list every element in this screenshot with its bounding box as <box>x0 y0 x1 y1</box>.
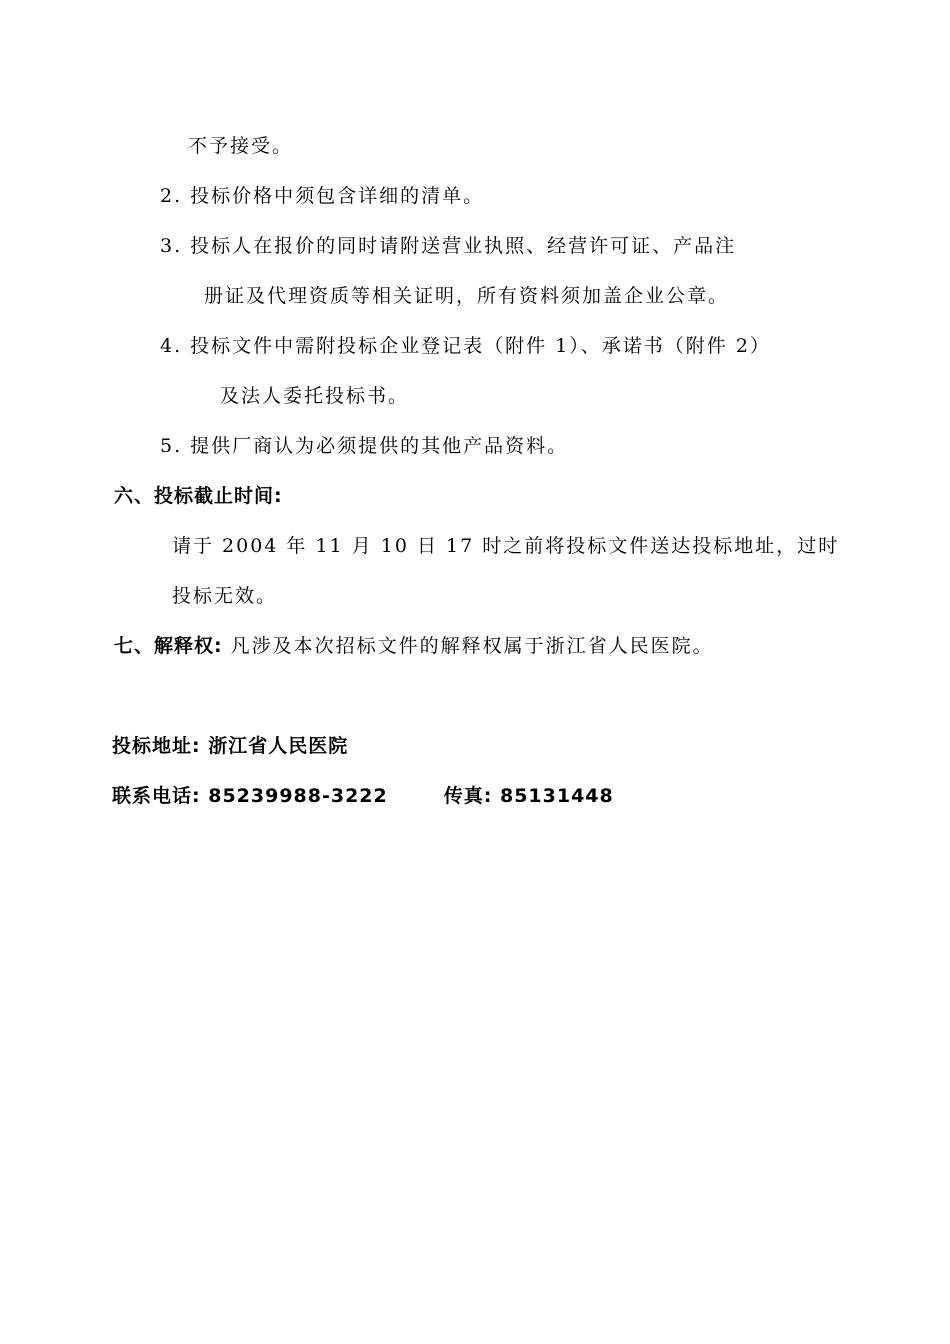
section-6-body-line-1: 请于 2004 年 11 月 10 日 17 时之前将投标文件送达投标地址，过时 <box>172 535 840 557</box>
section-7-label: 七、解释权: <box>114 635 223 657</box>
address-label: 投标地址: <box>112 735 201 757</box>
fax-value: 85131448 <box>492 785 614 807</box>
requirement-item-3-line-2: 册证及代理资质等相关证明，所有资料须加盖企业公章。 <box>204 285 730 307</box>
requirement-item-3-line-1: 3. 投标人在报价的同时请附送营业执照、经营许可证、产品注 <box>160 235 737 257</box>
phone-value: 85239988-3222 <box>200 785 388 807</box>
requirement-item-2: 2. 投标价格中须包含详细的清单。 <box>160 185 485 207</box>
contact-line <box>112 784 614 808</box>
section-7 <box>114 634 714 658</box>
address-line <box>112 734 348 758</box>
address-value: 浙江省人民医院 <box>200 735 349 757</box>
phone-label: 联系电话: <box>112 785 201 807</box>
requirement-item-4-line-2: 及法人委托投标书。 <box>220 385 410 407</box>
requirement-item-5: 5. 提供厂商认为必须提供的其他产品资料。 <box>160 435 569 457</box>
requirement-item-4-line-1: 4. 投标文件中需附投标企业登记表（附件 1）、承诺书（附件 2） <box>160 335 771 357</box>
section-6-body-line-2: 投标无效。 <box>172 585 278 607</box>
continued-text: 不予接受。 <box>188 135 294 157</box>
section-7-body: 凡涉及本次招标文件的解释权属于浙江省人民医院。 <box>222 635 714 657</box>
section-6-title: 六、投标截止时间: <box>114 485 283 507</box>
fax-label: 传真: <box>443 785 493 807</box>
